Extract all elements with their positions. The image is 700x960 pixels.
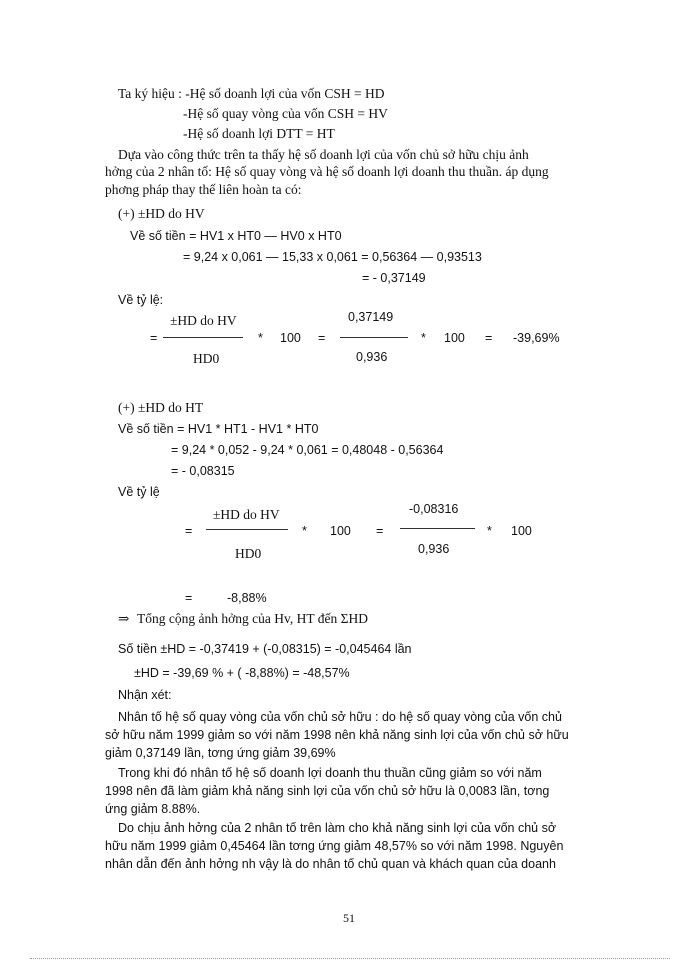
part1-frac1-denominator: HD0 — [193, 351, 220, 366]
part2-ratio-label: Về tỷ lệ — [118, 485, 160, 499]
part1-ratio-label: Về tỷ lệ: — [118, 293, 164, 307]
part2-money-formula: Về số tiền = HV1 * HT1 - HV1 * HT0 — [118, 422, 319, 436]
part1-hundred-2: 100 — [444, 331, 465, 345]
remarks-p2-line-1: Trong khi đó nhân tố hệ số doanh lợi doanh thu thuần cũng giảm so với năm — [118, 766, 542, 780]
total-money: Số tiền ±HD = -0,37419 + (-0,08315) = -0,045464 lần — [118, 642, 412, 656]
part1-frac1-bar — [163, 337, 243, 338]
part2-frac2-bar — [400, 528, 475, 529]
part1-frac2-numerator: 0,37149 — [348, 310, 394, 324]
part1-money-formula: Về số tiền = HV1 x HT0 — HV0 x HT0 — [130, 229, 342, 243]
total-heading: Tổng cộng ảnh hởng của Hv, HT đến ΣHD — [137, 611, 368, 626]
part1-multiply-2: * — [421, 331, 426, 345]
part1-result: -39,69% — [513, 331, 560, 345]
part2-result: -8,88% — [227, 591, 267, 605]
remarks-p3-line-1: Do chịu ảnh hởng của 2 nhân tố trên làm cho khả năng sinh lợi của vốn chủ sở — [118, 821, 557, 835]
page-number: 51 — [343, 911, 355, 925]
remarks-p3-line-3: nhân dẫn đến ảnh hởng nh vậy là do nhân tố chủ quan và khách quan của doanh — [105, 857, 556, 871]
part1-hundred-1: 100 — [280, 331, 301, 345]
intro-line-2: hởng của 2 nhân tố: Hệ số quay vòng và hệ số doanh lợi doanh thu thuần. áp dụng — [105, 164, 549, 179]
remarks-p2-line-2: 1998 nên đã làm giảm khả năng sinh lợi của vốn chủ sở hữu là 0,0083 lần, tơng — [105, 784, 550, 798]
part1-multiply-1: * — [258, 331, 263, 345]
part2-multiply-2: * — [487, 524, 492, 538]
part2-multiply-1: * — [302, 524, 307, 538]
part2-equals-1: = — [185, 524, 193, 538]
part2-frac1-denominator: HD0 — [235, 546, 262, 561]
part2-frac1-numerator: ±HD do HV — [213, 507, 280, 522]
page-bottom-border — [30, 958, 670, 959]
part1-frac1-numerator: ±HD do HV — [170, 313, 237, 328]
remarks-p1-line-2: sở hữu năm 1999 giảm so với năm 1998 nên khả năng sinh lợi của vốn chủ sở hữu — [105, 728, 569, 742]
notation-line-2: -Hệ số quay vòng của vốn CSH = HV — [183, 106, 388, 121]
total-arrow-icon: ⇒ — [118, 611, 130, 626]
part2-money-result: = - 0,08315 — [171, 464, 235, 478]
part1-frac2-bar — [340, 337, 408, 338]
part1-equals-2: = — [318, 331, 326, 345]
remarks-p1-line-3: giảm 0,37149 lần, tơng ứng giảm 39,69% — [105, 746, 336, 760]
remarks-title: Nhận xét: — [118, 688, 172, 702]
part2-hundred-1: 100 — [330, 524, 351, 538]
notation-line-1: Ta ký hiệu : -Hệ số doanh lợi của vốn CSH = HD — [118, 86, 385, 101]
part1-equals-1: = — [150, 331, 158, 345]
part2-hundred-2: 100 — [511, 524, 532, 538]
part1-frac2-denominator: 0,936 — [356, 350, 388, 364]
remarks-p2-line-3: ứng giảm 8.88%. — [105, 802, 201, 816]
total-percent: ±HD = -39,69 % + ( -8,88%) = -48,57% — [134, 666, 350, 680]
part2-frac1-bar — [206, 529, 288, 530]
notation-line-3: -Hệ số doanh lợi DTT = HT — [183, 126, 335, 141]
remarks-p1-line-1: Nhân tố hệ số quay vòng của vốn chủ sở hữu : do hệ số quay vòng của vốn chủ — [118, 710, 562, 724]
remarks-p3-line-2: hữu năm 1999 giảm 0,45464 lần tơng ứng giảm 48,57% so với năm 1998. Nguyên — [105, 839, 564, 853]
intro-line-3: phơng pháp thay thế liên hoàn ta có: — [105, 182, 302, 197]
part2-equals-2: = — [376, 524, 384, 538]
intro-line-1: Dựa vào công thức trên ta thấy hệ số doanh lợi của vốn chủ sở hữu chịu ảnh — [118, 147, 529, 162]
part2-heading: (+) ±HD do HT — [118, 400, 204, 415]
part2-equals-final: = — [185, 591, 193, 605]
part1-equals-3: = — [485, 331, 493, 345]
part2-frac2-numerator: -0,08316 — [409, 502, 459, 516]
part1-money-result: = - 0,37149 — [362, 271, 426, 285]
part2-frac2-denominator: 0,936 — [418, 542, 450, 556]
part1-heading: (+) ±HD do HV — [118, 206, 205, 221]
part1-money-calc: = 9,24 x 0,061 — 15,33 x 0,061 = 0,56364 — 0,93513 — [183, 250, 482, 264]
part2-money-calc: = 9,24 * 0,052 - 9,24 * 0,061 = 0,48048 - 0,56364 — [171, 443, 444, 457]
